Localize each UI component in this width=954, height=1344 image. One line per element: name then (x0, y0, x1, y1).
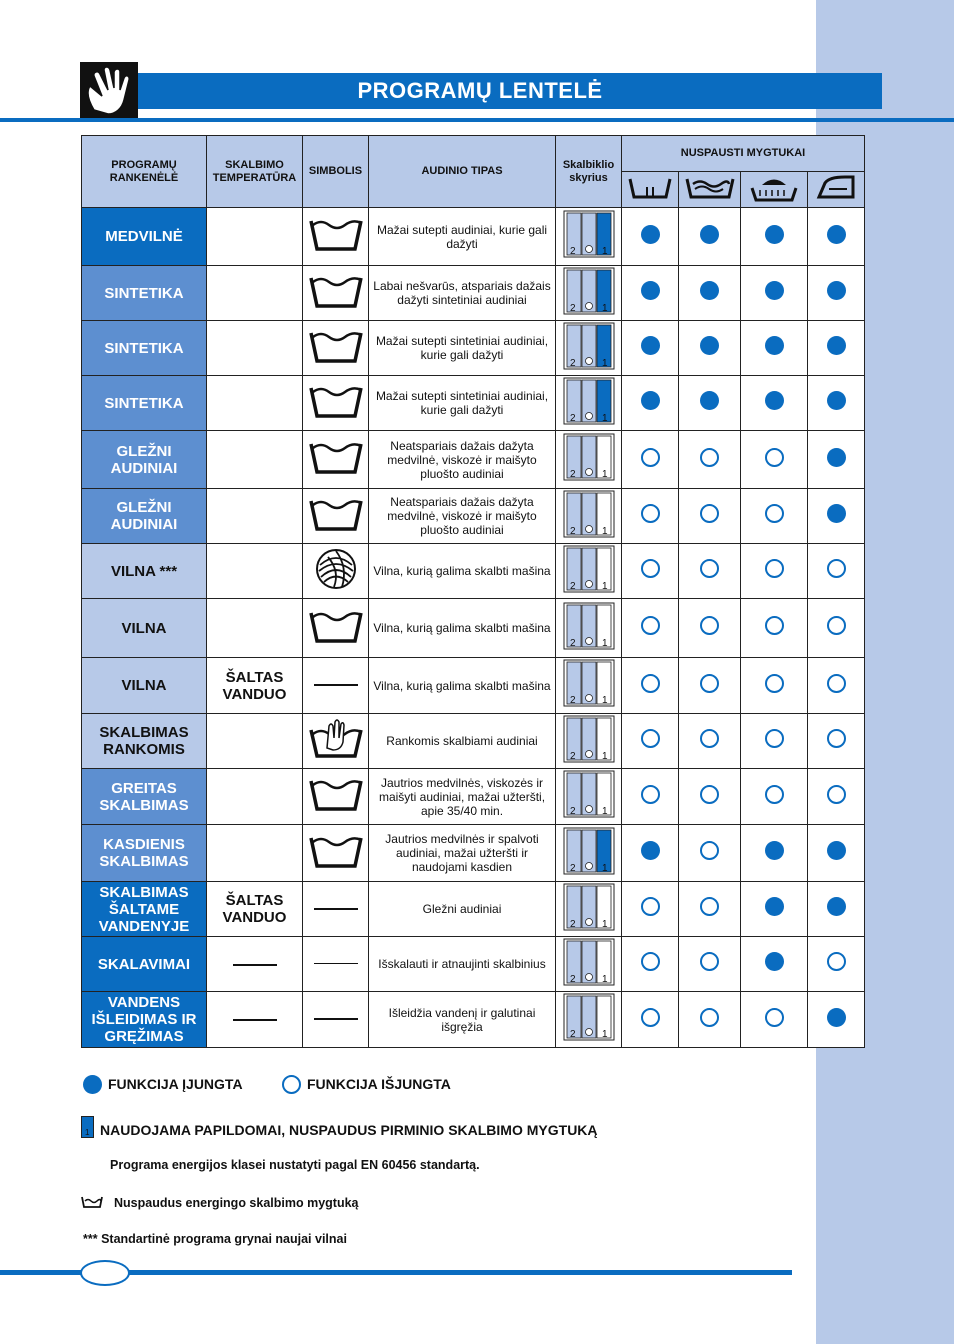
table-row (82, 208, 865, 266)
button-state-easy-iron (808, 882, 865, 937)
function-on-marker (641, 391, 660, 410)
table-row (82, 321, 865, 376)
button-state-half-load (622, 658, 679, 714)
button-state-energy-wash (679, 544, 741, 599)
button-state-easy-iron (808, 658, 865, 714)
button-state-half-load (622, 937, 679, 992)
temperature-value (207, 825, 303, 882)
function-on-marker (827, 336, 846, 355)
button-state-extra-rinse (741, 208, 808, 266)
temperature-value (207, 431, 303, 489)
button-state-extra-rinse (741, 321, 808, 376)
button-state-energy-wash (679, 992, 741, 1048)
button-state-easy-iron (808, 992, 865, 1048)
fabric-type: Neatspariais dažais dažyta medvilnė, viskozė ir maišyto pluošto audiniai (369, 431, 556, 489)
function-off-marker (641, 1008, 660, 1027)
function-off-marker (641, 559, 660, 578)
function-on-marker (765, 897, 784, 916)
dispenser-label-2: 2 (569, 412, 576, 424)
function-on-marker (765, 841, 784, 860)
button-state-easy-iron (808, 599, 865, 658)
function-on-marker (641, 225, 660, 244)
wash-tub-icon (303, 376, 369, 431)
table-row (82, 431, 865, 489)
dispenser-label-1: 1 (601, 973, 608, 985)
fabric-type: Vilna, kurią galima skalbti mašina (369, 658, 556, 714)
button-state-energy-wash (679, 658, 741, 714)
button-state-easy-iron (808, 544, 865, 599)
fabric-type: Jautrios medvilnės, viskozės ir maišyti audiniai, mažai užteršti, apie 35/40 min. (369, 769, 556, 825)
dispenser-label-1: 1 (601, 806, 608, 817)
legend-prewash-label: NAUDOJAMA PAPILDOMAI, NUSPAUDUS PIRMINIO SKALBIMO MYGTUKĄ (100, 1122, 598, 1138)
dispenser-label-1: 1 (601, 302, 608, 314)
dispenser-icon (556, 882, 622, 937)
function-on-marker (827, 391, 846, 410)
program-table (81, 135, 865, 1048)
wool-note: *** Standartinė programa grynai naujai vilnai (83, 1232, 347, 1246)
dispenser-icon (556, 489, 622, 544)
symbol-none (303, 992, 369, 1048)
dash-mark (233, 964, 277, 966)
dispenser-icon (556, 266, 622, 321)
fabric-type: Vilna, kurią galima skalbti mašina (369, 599, 556, 658)
button-state-extra-rinse (741, 266, 808, 321)
function-off-marker (700, 504, 719, 523)
table-row (82, 266, 865, 321)
dash-mark (314, 1018, 358, 1020)
button-state-easy-iron (808, 321, 865, 376)
dispenser-icon (556, 992, 622, 1048)
button-state-energy-wash (679, 937, 741, 992)
fabric-type: Išleidžia vandenį ir galutinai išgręžia (369, 992, 556, 1048)
dispenser-label-2: 2 (569, 525, 576, 537)
program-name: SINTETIKA (82, 321, 207, 376)
dispenser-label-2: 2 (569, 580, 576, 592)
function-on-marker (765, 391, 784, 410)
hand-logo-icon (80, 62, 138, 118)
extra-rinse-icon (741, 172, 808, 208)
dash-mark (314, 963, 358, 964)
dispenser-label-2: 2 (569, 637, 576, 649)
prewash-marker-icon (81, 1116, 94, 1138)
dispenser-label-2: 2 (569, 1029, 576, 1040)
function-on-marker (700, 225, 719, 244)
button-state-energy-wash (679, 321, 741, 376)
dispenser-label-2: 2 (569, 469, 576, 480)
temperature-value: ŠALTAS VANDUO (207, 658, 303, 714)
header-program: PROGRAMŲ RANKENĖLĖ (82, 136, 207, 208)
function-off-marker (765, 448, 784, 467)
function-on-marker (765, 281, 784, 300)
easy-iron-icon (808, 172, 865, 208)
button-state-half-load (622, 376, 679, 431)
button-state-extra-rinse (741, 376, 808, 431)
dispenser-icon (556, 431, 622, 489)
dispenser-label-1: 1 (601, 580, 608, 592)
legend-off-marker (282, 1075, 301, 1094)
function-on-marker (827, 281, 846, 300)
function-off-marker (641, 729, 660, 748)
title-rule (0, 118, 954, 122)
table-row (82, 544, 865, 599)
header-fabric: AUDINIO TIPAS (369, 136, 556, 208)
wash-tub-icon (303, 431, 369, 489)
button-state-easy-iron (808, 489, 865, 544)
dispenser-label-1: 1 (601, 412, 608, 424)
table-row (82, 992, 865, 1048)
dispenser-label-2: 2 (569, 246, 576, 257)
function-off-marker (765, 1008, 784, 1027)
dispenser-icon (556, 376, 622, 431)
energy-wash-icon (679, 172, 741, 208)
function-off-marker (700, 674, 719, 693)
function-on-marker (700, 391, 719, 410)
table-row (82, 882, 865, 937)
wool-icon (303, 544, 369, 599)
program-name: SKALBIMAS ŠALTAME VANDENYJE (82, 882, 207, 937)
button-state-easy-iron (808, 769, 865, 825)
dispenser-label-2: 2 (569, 806, 576, 817)
table-row (82, 489, 865, 544)
temperature-value (207, 714, 303, 769)
dash-mark (314, 684, 358, 686)
function-off-marker (641, 674, 660, 693)
button-state-extra-rinse (741, 882, 808, 937)
energy-wash-small-icon (81, 1195, 103, 1213)
temperature-value (207, 544, 303, 599)
function-on-marker (827, 225, 846, 244)
function-on-marker (827, 1008, 846, 1027)
dispenser-icon (556, 937, 622, 992)
button-state-easy-iron (808, 714, 865, 769)
dispenser-icon (556, 544, 622, 599)
symbol-none (303, 882, 369, 937)
dispenser-label-1: 1 (601, 525, 608, 537)
page-number-oval (80, 1260, 130, 1286)
button-state-easy-iron (808, 937, 865, 992)
function-on-marker (765, 225, 784, 244)
fabric-type: Mažai sutepti audiniai, kurie gali dažyti (369, 208, 556, 266)
prewash-marker-digit: 1 (85, 1128, 90, 1137)
button-state-energy-wash (679, 599, 741, 658)
dispenser-label-1: 1 (601, 695, 608, 706)
function-off-marker (765, 785, 784, 804)
dispenser-label-2: 2 (569, 750, 576, 762)
function-off-marker (700, 729, 719, 748)
program-name: GREITAS SKALBIMAS (82, 769, 207, 825)
legend-off-label: FUNKCIJA IŠJUNGTA (307, 1076, 451, 1092)
function-off-marker (827, 559, 846, 578)
function-on-marker (827, 841, 846, 860)
temperature-value (207, 489, 303, 544)
dispenser-label-1: 1 (601, 750, 608, 762)
button-state-extra-rinse (741, 825, 808, 882)
temperature-value (207, 266, 303, 321)
function-off-marker (765, 674, 784, 693)
button-state-half-load (622, 825, 679, 882)
button-state-energy-wash (679, 825, 741, 882)
button-state-extra-rinse (741, 431, 808, 489)
temperature-value (207, 769, 303, 825)
button-state-energy-wash (679, 266, 741, 321)
dispenser-icon (556, 599, 622, 658)
dispenser-label-1: 1 (601, 918, 608, 930)
dispenser-label-2: 2 (569, 357, 576, 369)
button-state-half-load (622, 321, 679, 376)
function-off-marker (641, 952, 660, 971)
function-off-marker (641, 897, 660, 916)
dispenser-label-1: 1 (601, 469, 608, 480)
function-on-marker (827, 448, 846, 467)
button-state-energy-wash (679, 769, 741, 825)
function-off-marker (765, 504, 784, 523)
button-state-half-load (622, 266, 679, 321)
header-temperature: SKALBIMO TEMPERATŪRA (207, 136, 303, 208)
dispenser-label-2: 2 (569, 695, 576, 706)
function-off-marker (827, 674, 846, 693)
wash-tub-icon (303, 208, 369, 266)
function-off-marker (700, 952, 719, 971)
wash-tub-icon (303, 489, 369, 544)
temperature-value (207, 376, 303, 431)
legend-on-marker (83, 1075, 102, 1094)
symbol-none (303, 937, 369, 992)
button-state-easy-iron (808, 266, 865, 321)
temperature-value (207, 599, 303, 658)
button-state-energy-wash (679, 208, 741, 266)
button-state-half-load (622, 431, 679, 489)
fabric-type: Mažai sutepti sintetiniai audiniai, kurie gali dažyti (369, 376, 556, 431)
temperature-value (207, 208, 303, 266)
program-name: VILNA (82, 599, 207, 658)
function-off-marker (700, 841, 719, 860)
function-on-marker (700, 281, 719, 300)
fabric-type: Labai nešvarūs, atspariais dažais dažyti sintetiniai audiniai (369, 266, 556, 321)
table-row (82, 937, 865, 992)
button-state-extra-rinse (741, 489, 808, 544)
button-state-extra-rinse (741, 599, 808, 658)
fabric-type: Išskalauti ir atnaujinti skalbinius (369, 937, 556, 992)
button-state-half-load (622, 882, 679, 937)
energy-class-note: Programa energijos klasei nustatyti pagal EN 60456 standartą. (110, 1158, 480, 1172)
function-off-marker (700, 448, 719, 467)
dispenser-label-2: 2 (569, 918, 576, 930)
button-state-half-load (622, 599, 679, 658)
function-off-marker (641, 616, 660, 635)
fabric-type: Mažai sutepti sintetiniai audiniai, kurie gali dažyti (369, 321, 556, 376)
dispenser-label-1: 1 (601, 357, 608, 369)
program-name: SKALBIMAS RANKOMIS (82, 714, 207, 769)
function-on-marker (827, 504, 846, 523)
dispenser-label-2: 2 (569, 973, 576, 985)
dispenser-icon (556, 825, 622, 882)
button-state-extra-rinse (741, 992, 808, 1048)
program-name: VILNA *** (82, 544, 207, 599)
button-state-half-load (622, 992, 679, 1048)
table-row (82, 376, 865, 431)
temperature-value: ŠALTAS VANDUO (207, 882, 303, 937)
program-name: GLEŽNI AUDINIAI (82, 431, 207, 489)
temperature-none (207, 992, 303, 1048)
fabric-type: Jautrios medvilnės ir spalvoti audiniai, mažai užteršti ir naudojami kasdien (369, 825, 556, 882)
dash-mark (314, 908, 358, 910)
button-state-extra-rinse (741, 937, 808, 992)
function-off-marker (827, 729, 846, 748)
program-name: SINTETIKA (82, 266, 207, 321)
button-state-easy-iron (808, 208, 865, 266)
table-row (82, 599, 865, 658)
function-on-marker (765, 952, 784, 971)
dispenser-icon (556, 321, 622, 376)
button-state-energy-wash (679, 714, 741, 769)
wash-tub-icon (303, 599, 369, 658)
function-on-marker (700, 336, 719, 355)
fabric-type: Rankomis skalbiami audiniai (369, 714, 556, 769)
function-on-marker (765, 336, 784, 355)
button-state-extra-rinse (741, 544, 808, 599)
button-state-half-load (622, 769, 679, 825)
function-off-marker (700, 1008, 719, 1027)
function-on-marker (641, 281, 660, 300)
dispenser-label-1: 1 (601, 246, 608, 257)
half-load-icon (622, 172, 679, 208)
header-dispenser: Skalbiklio skyrius (556, 136, 622, 208)
function-off-marker (765, 616, 784, 635)
function-off-marker (765, 729, 784, 748)
function-off-marker (765, 559, 784, 578)
function-on-marker (641, 841, 660, 860)
function-on-marker (827, 897, 846, 916)
temperature-value (207, 321, 303, 376)
table-row (82, 714, 865, 769)
energy-button-note: Nuspaudus energingo skalbimo mygtuką (114, 1196, 359, 1210)
button-state-half-load (622, 714, 679, 769)
function-off-marker (827, 785, 846, 804)
dispenser-icon (556, 769, 622, 825)
table-row (82, 769, 865, 825)
table-row (82, 825, 865, 882)
symbol-none (303, 658, 369, 714)
dispenser-label-1: 1 (601, 862, 608, 874)
button-state-extra-rinse (741, 658, 808, 714)
function-off-marker (641, 448, 660, 467)
wash-tub-icon (303, 769, 369, 825)
function-off-marker (827, 952, 846, 971)
dispenser-label-1: 1 (601, 637, 608, 649)
fabric-type: Vilna, kurią galima skalbti mašina (369, 544, 556, 599)
program-name: MEDVILNĖ (82, 208, 207, 266)
button-state-extra-rinse (741, 769, 808, 825)
program-name: SKALAVIMAI (82, 937, 207, 992)
function-off-marker (641, 785, 660, 804)
program-name: KASDIENIS SKALBIMAS (82, 825, 207, 882)
dispenser-icon (556, 658, 622, 714)
dispenser-label-2: 2 (569, 862, 576, 874)
button-state-energy-wash (679, 489, 741, 544)
wash-tub-icon (303, 321, 369, 376)
function-off-marker (700, 559, 719, 578)
legend-on-label: FUNKCIJA ĮJUNGTA (108, 1076, 243, 1092)
dash-mark (233, 1019, 277, 1021)
program-name: VANDENS IŠLEIDIMAS IR GRĘŽIMAS (82, 992, 207, 1048)
dispenser-icon (556, 714, 622, 769)
program-name: SINTETIKA (82, 376, 207, 431)
header-buttons: NUSPAUSTI MYGTUKAI (622, 136, 865, 172)
button-state-energy-wash (679, 376, 741, 431)
dispenser-label-2: 2 (569, 302, 576, 314)
program-name: VILNA (82, 658, 207, 714)
wash-tub-icon (303, 825, 369, 882)
program-name: GLEŽNI AUDINIAI (82, 489, 207, 544)
button-state-energy-wash (679, 431, 741, 489)
button-state-easy-iron (808, 376, 865, 431)
button-state-half-load (622, 544, 679, 599)
button-state-easy-iron (808, 825, 865, 882)
button-state-half-load (622, 489, 679, 544)
function-off-marker (700, 785, 719, 804)
header-symbol: SIMBOLIS (303, 136, 369, 208)
function-off-marker (700, 897, 719, 916)
fabric-type: Gležni audiniai (369, 882, 556, 937)
function-off-marker (641, 504, 660, 523)
button-state-half-load (622, 208, 679, 266)
wash-tub-icon (303, 266, 369, 321)
button-state-energy-wash (679, 882, 741, 937)
page-title: PROGRAMŲ LENTELĖ (357, 78, 603, 103)
dispenser-icon (556, 208, 622, 266)
fabric-type: Neatspariais dažais dažyta medvilnė, viskozė ir maišyto pluošto audiniai (369, 489, 556, 544)
function-on-marker (641, 336, 660, 355)
function-off-marker (827, 616, 846, 635)
function-off-marker (700, 616, 719, 635)
temperature-none (207, 937, 303, 992)
button-state-easy-iron (808, 431, 865, 489)
dispenser-label-1: 1 (601, 1029, 608, 1040)
hand-wash-icon (303, 714, 369, 769)
table-row (82, 658, 865, 714)
button-state-extra-rinse (741, 714, 808, 769)
